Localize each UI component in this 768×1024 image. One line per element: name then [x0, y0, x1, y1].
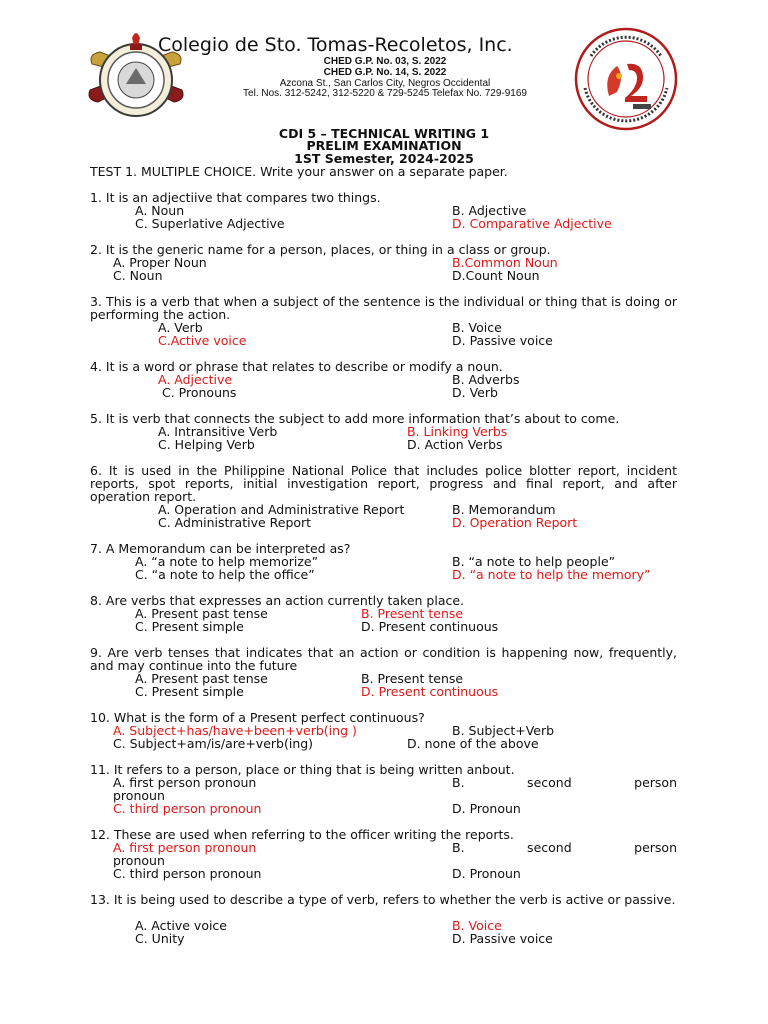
question-7-stem: 7. A Memorandum can be interpreted as? — [90, 541, 351, 556]
question-7-option-c: C. “a note to help the office” — [135, 567, 315, 582]
question-12-option-a: A. first person pronoun — [113, 840, 257, 855]
question-5-option-b: B. Linking Verbs — [407, 424, 508, 439]
question-10-option-c: C. Subject+am/is/are+verb(ing) — [113, 736, 314, 751]
question-11-stem: 11. It refers to a person, place or thing that is being written anbout. — [90, 762, 515, 777]
question-13-option-b: B. Voice — [452, 918, 502, 933]
question-8-stem: 8. Are verbs that expresses an action currently taken place. — [90, 593, 465, 608]
question-11-option-b-wrap: pronoun — [113, 788, 165, 803]
question-11-option-a: A. first person pronoun — [113, 775, 257, 790]
question-6-stem: 6. It is used in the Philippine National Police that includes police blotter report, incident reports, spot reports, initial investigation report, progress and final report, and after operation report. — [90, 463, 677, 504]
question-9-stem: 9. Are verb tenses that indicates that an action or condition is happening now, frequently, and may continue into the future — [90, 645, 677, 673]
question-10-option-d: D. none of the above — [407, 736, 539, 751]
question-13-option-c: C. Unity — [135, 931, 185, 946]
question-1-option-b: B. Adjective — [452, 203, 527, 218]
question-8-option-c: C. Present simple — [135, 619, 244, 634]
question-13-option-d: D. Passive voice — [452, 931, 553, 946]
question-1-option-a: A. Noun — [135, 203, 185, 218]
question-10-option-b: B. Subject+Verb — [452, 723, 555, 738]
question-3-option-b: B. Voice — [452, 320, 502, 335]
question-3-stem: 3. This is a verb that when a subject of the sentence is the individual or thing that is doing or performing the action. — [90, 294, 677, 322]
question-5-option-a: A. Intransitive Verb — [158, 424, 278, 439]
question-7-option-a: A. “a note to help memorize” — [135, 554, 319, 569]
question-3-option-d: D. Passive voice — [452, 333, 553, 348]
school-contact: Tel. Nos. 312-5242, 312-5220 & 729-5245 Telefax No. 729-9169 — [243, 88, 527, 99]
school-name: Colegio de Sto. Tomas-Recoletos, Inc. — [158, 34, 513, 56]
question-2-stem: 2. It is the generic name for a person, places, or thing in a class or group. — [90, 242, 551, 257]
question-11-option-c: C. third person pronoun — [113, 801, 262, 816]
course-title: CDI 5 – TECHNICAL WRITING 1 — [278, 126, 490, 141]
question-10-stem: 10. What is the form of a Present perfect continuous? — [90, 710, 425, 725]
question-2-option-a: A. Proper Noun — [113, 255, 207, 270]
anniversary-seal-logo — [573, 26, 679, 132]
ched-line-1: CHED G.P. No. 03, S. 2022 — [323, 56, 447, 67]
question-2-option-c: C. Noun — [113, 268, 163, 283]
question-2-option-d: D.Count Noun — [452, 268, 540, 283]
question-13-option-a: A. Active voice — [135, 918, 227, 933]
question-9-option-a: A. Present past tense — [135, 671, 268, 686]
question-5-option-c: C. Helping Verb — [158, 437, 255, 452]
question-4-stem: 4. It is a word or phrase that relates to describe or modify a noun. — [90, 359, 503, 374]
question-6-option-b: B. Memorandum — [452, 502, 556, 517]
ched-line-2: CHED G.P. No. 14, S. 2022 — [323, 67, 447, 78]
question-7-option-d: D. “a note to help the memory” — [452, 567, 651, 582]
question-5-option-d: D. Action Verbs — [407, 437, 503, 452]
question-3-option-c: C.Active voice — [158, 333, 247, 348]
question-6-option-a: A. Operation and Administrative Report — [158, 502, 405, 517]
question-1-stem: 1. It is an adjectiive that compares two things. — [90, 190, 381, 205]
exam-title: PRELIM EXAMINATION — [306, 138, 462, 153]
question-10-option-a: A. Subject+has/have+been+verb(ing ) — [113, 723, 357, 738]
question-3-option-a: A. Verb — [158, 320, 203, 335]
semester-title: 1ST Semester, 2024-2025 — [294, 151, 474, 166]
question-6-option-d: D. Operation Report — [452, 515, 578, 530]
question-4-option-b: B. Adverbs — [452, 372, 520, 387]
test-instructions: TEST 1. MULTIPLE CHOICE. Write your answer on a separate paper. — [90, 164, 508, 179]
question-2-option-b: B.Common Noun — [452, 255, 558, 270]
question-1-option-d: D. Comparative Adjective — [452, 216, 612, 231]
question-12-option-b: B. second person — [452, 840, 677, 855]
question-8-option-d: D. Present continuous — [361, 619, 499, 634]
question-4-option-d: D. Verb — [452, 385, 498, 400]
question-12-option-b-wrap: pronoun — [113, 853, 165, 868]
question-6-option-c: C. Administrative Report — [158, 515, 312, 530]
question-4-option-c: C. Pronouns — [162, 385, 237, 400]
question-7-option-b: B. “a note to help people” — [452, 554, 616, 569]
question-11-option-b: B. second person — [452, 775, 677, 790]
question-8-option-b: B. Present tense — [361, 606, 464, 621]
question-11-option-d: D. Pronoun — [452, 801, 521, 816]
question-4-option-a: A. Adjective — [158, 372, 233, 387]
question-9-option-c: C. Present simple — [135, 684, 244, 699]
school-address: Azcona St., San Carlos City, Negros Occidental — [279, 78, 491, 89]
question-5-stem: 5. It is verb that connects the subject to add more information that’s about to come. — [90, 411, 620, 426]
question-8-option-a: A. Present past tense — [135, 606, 268, 621]
question-1-option-c: C. Superlative Adjective — [135, 216, 285, 231]
question-9-option-d: D. Present continuous — [361, 684, 499, 699]
question-13-stem: 13. It is being used to describe a type of verb, refers to whether the verb is active or passive. — [90, 892, 676, 907]
question-9-option-b: B. Present tense — [361, 671, 464, 686]
question-12-option-c: C. third person pronoun — [113, 866, 262, 881]
question-12-option-d: D. Pronoun — [452, 866, 521, 881]
question-12-stem: 12. These are used when referring to the officer writing the reports. — [90, 827, 514, 842]
